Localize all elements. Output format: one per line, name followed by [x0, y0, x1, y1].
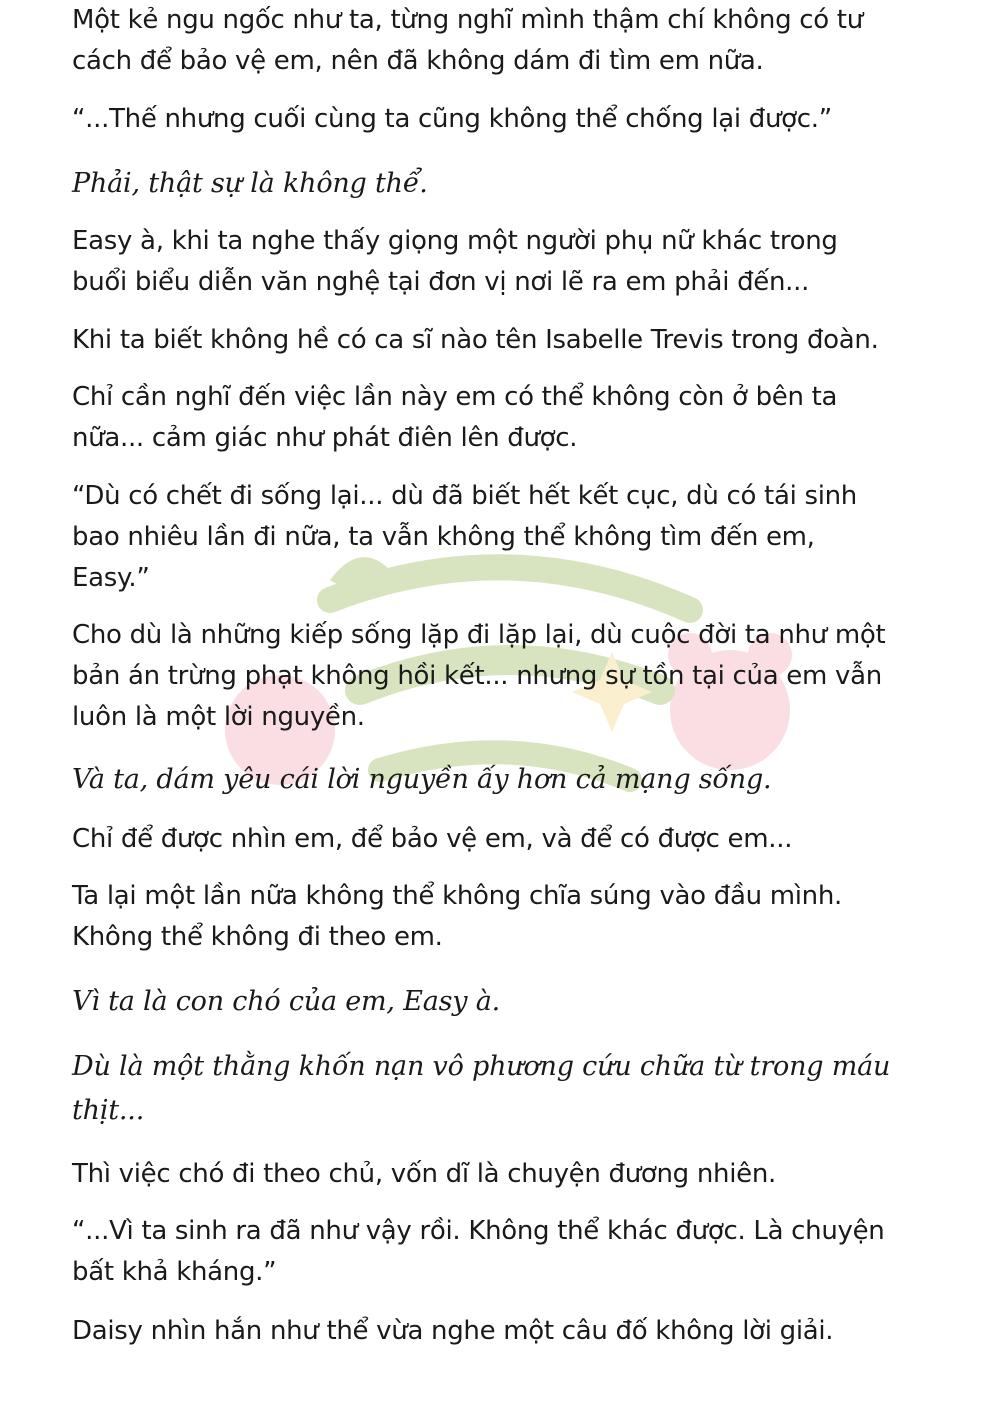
paragraph-5: Khi ta biết không hề có ca sĩ nào tên Isabelle Trevis trong đoàn. — [72, 325, 879, 355]
paragraph-15: “...Vì ta sinh ra đã như vậy rồi. Không thể khác được. Là chuyện bất khả kháng.” — [72, 1216, 885, 1287]
paragraph-13: Dù là một thằng khốn nạn vô phương cứu chữa từ trong máu thịt... — [72, 1051, 891, 1126]
paragraph-3: Phải, thật sự là không thể. — [72, 168, 428, 199]
paragraph-7: “Dù có chết đi sống lại... dù đã biết hết kết cục, dù có tái sinh bao nhiêu lần đi nữa, ta vẫn không thể không tìm đến em, Easy.” — [72, 481, 857, 593]
paragraph-12: Vì ta là con chó của em, Easy à. — [72, 986, 500, 1017]
paragraph-1: Một kẻ ngu ngốc như ta, từng nghĩ mình thậm chí không có tư cách để bảo vệ em, nên đã không dám đi tìm em nữa. — [72, 5, 863, 76]
paragraph-4: Easy à, khi ta nghe thấy giọng một người phụ nữ khác trong buổi biểu diễn văn nghệ tại đơn vị nơi lẽ ra em phải đến... — [72, 226, 838, 297]
paragraph-14: Thì việc chó đi theo chủ, vốn dĩ là chuyện đương nhiên. — [72, 1159, 776, 1189]
paragraph-9: Và ta, dám yêu cái lời nguyền ấy hơn cả mạng sống. — [72, 764, 772, 795]
paragraph-11: Ta lại một lần nữa không thể không chĩa súng vào đầu mình. Không thể không đi theo em. — [72, 881, 842, 952]
paragraph-8: Cho dù là những kiếp sống lặp đi lặp lại, dù cuộc đời ta như một bản án trừng phạt không hồi kết... nhưng sự tồn tại của em vẫn luôn là một lời nguyền. — [72, 620, 886, 732]
paragraph-6: Chỉ cần nghĩ đến việc lần này em có thể không còn ở bên ta nữa... cảm giác như phát điên lên được. — [72, 382, 838, 453]
paragraph-2: “...Thế nhưng cuối cùng ta cũng không thể chống lại được.” — [72, 104, 832, 134]
paragraph-16: Daisy nhìn hắn như thể vừa nghe một câu đố không lời giải. — [72, 1316, 834, 1346]
paragraph-10: Chỉ để được nhìn em, để bảo vệ em, và để có được em... — [72, 824, 793, 854]
